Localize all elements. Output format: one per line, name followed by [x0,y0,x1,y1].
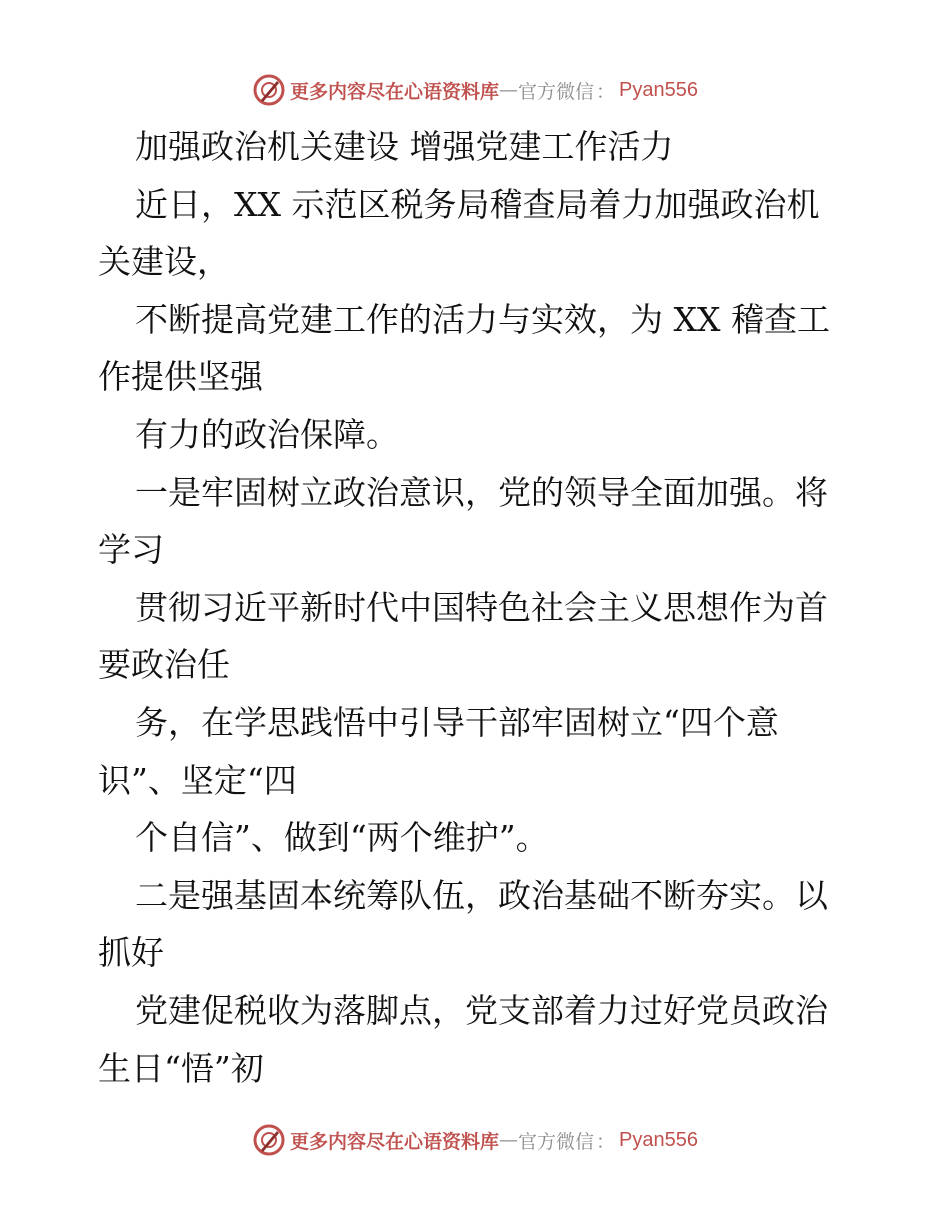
paragraph-line: 近日，XX 示范区税务局稽查局着力加强政治机 [135,184,820,224]
banner-brand-text: 更多内容尽在心语资料库 [289,80,499,103]
banner-wechat-id: Pyan556 [619,78,698,101]
banner-separator: ： [596,1130,616,1153]
banner-wechat-label: 官方微信 [518,80,595,103]
paragraph-line: 一是牢固树立政治意识，党的领导全面加强。将 [135,472,828,512]
paragraph-line: 学习 [98,530,164,570]
header-banner [0,70,950,110]
paragraph-line: 识”、坚定“四 [98,760,297,800]
paragraph-line: 作提供坚强 [98,357,263,397]
banner-dash: — [499,79,518,101]
brand-logo-icon [252,1123,286,1157]
banner-separator: ： [596,80,616,103]
brand-logo-icon [252,73,286,107]
banner-dash: — [499,1129,518,1151]
paragraph-line: 不断提高党建工作的活力与实效，为 XX 稽查工 [135,299,830,339]
document-title: 加强政治机关建设 增强党建工作活力 [135,127,674,166]
paragraph-line: 个自信”、做到“两个维护”。 [135,818,549,858]
document-body [98,118,858,1097]
paragraph-line: 党建促税收为落脚点，党支部着力过好党员政治 [135,990,828,1030]
paragraph-line: 关建设， [98,242,230,282]
paragraph-line: 有力的政治保障。 [135,414,399,454]
banner-wechat-id: Pyan556 [619,1128,698,1151]
paragraph-line: 生日“悟”初 [98,1048,264,1088]
paragraph-line: 要政治任 [98,645,230,685]
banner-wechat-label: 官方微信 [518,1130,595,1153]
banner-brand-text: 更多内容尽在心语资料库 [289,1130,499,1153]
paragraph-line: 二是强基固本统筹队伍，政治基础不断夯实。以 [135,875,828,915]
paragraph-line: 抓好 [98,933,164,973]
paragraph-line: 贯彻习近平新时代中国特色社会主义思想作为首 [135,587,828,627]
footer-banner [0,1120,950,1160]
paragraph-line: 务，在学思践悟中引导干部牢固树立“四个意 [135,702,779,742]
